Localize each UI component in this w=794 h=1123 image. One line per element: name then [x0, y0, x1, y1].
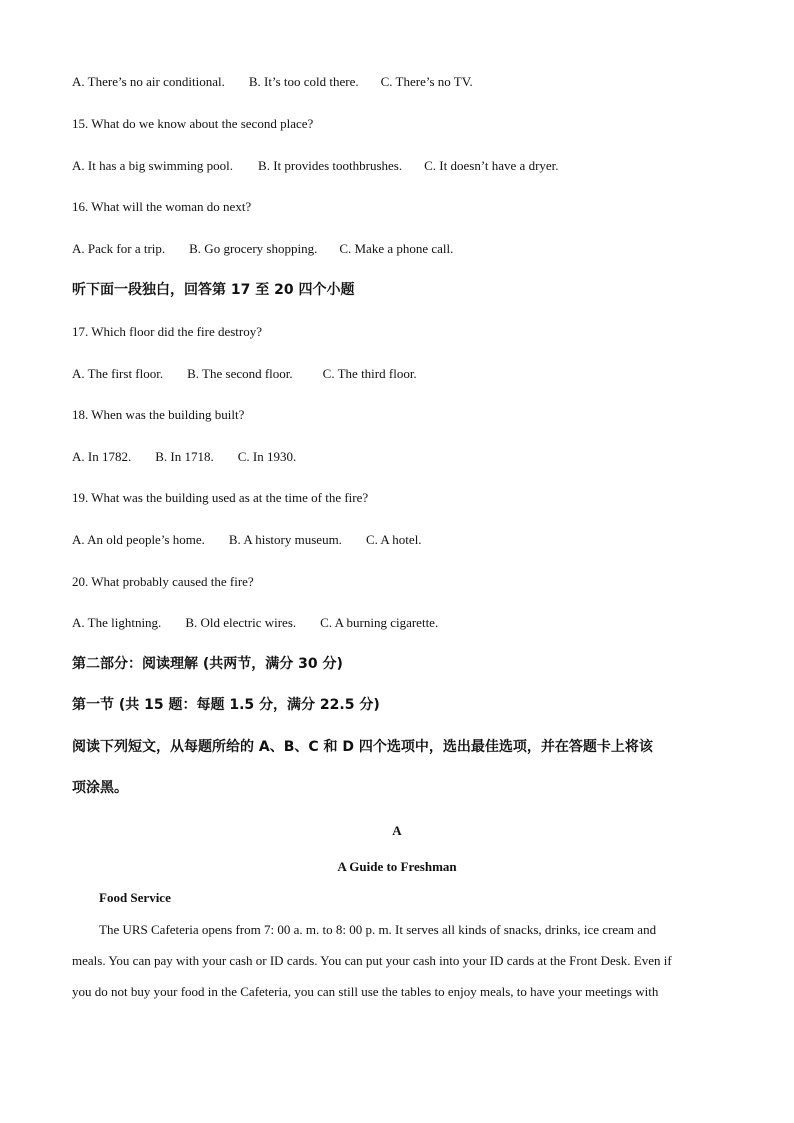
- part-title: 第二部分：阅读理解 (共两节，满分 30 分): [72, 656, 343, 672]
- option-a: A. An old people’s home.: [72, 532, 205, 547]
- q18-options: [72, 449, 296, 465]
- option-a: A. Pack for a trip.: [72, 241, 166, 256]
- option-c: C. Make a phone call.: [339, 241, 454, 256]
- option-c: C. It doesn’t have a dryer.: [424, 158, 559, 173]
- q15-options: [72, 158, 559, 174]
- q17-options: [72, 366, 417, 382]
- q16-options: [72, 241, 453, 257]
- option-b: B. It provides toothbrushes.: [258, 158, 403, 173]
- q20-options: [72, 615, 438, 631]
- option-b: B. The second floor.: [187, 366, 293, 381]
- option-c: C. A hotel.: [365, 532, 422, 547]
- option-b: B. It’s too cold there.: [248, 74, 359, 89]
- passage-subheading: Food Service: [99, 890, 171, 905]
- option-a: A. It has a big swimming pool.: [72, 158, 234, 173]
- q14-options: [72, 74, 473, 90]
- question-prompt: 16. What will the woman do next?: [72, 199, 252, 214]
- question-prompt: 18. When was the building built?: [72, 407, 245, 422]
- option-b: B. A history museum.: [228, 532, 342, 547]
- option-a: A. The first floor.: [72, 366, 164, 381]
- question-prompt: 15. What do we know about the second place?: [72, 116, 314, 131]
- passage-label: A: [392, 823, 402, 838]
- option-b: B. Go grocery shopping.: [189, 241, 318, 256]
- option-c: C. A burning cigarette.: [320, 615, 439, 630]
- passage-line: meals. You can pay with your cash or ID cards. You can put your cash into your ID cards at the Front Desk. Even if: [72, 953, 672, 968]
- passage-title: A Guide to Freshman: [337, 859, 457, 874]
- option-c: C. The third floor.: [322, 366, 417, 381]
- instructions-line-1: 阅读下列短文，从每题所给的 A、B、C 和 D 四个选项中，选出最佳选项，并在答题卡上将该: [72, 739, 653, 755]
- section-title: 第一节 (共 15 题：每题 1.5 分，满分 22.5 分): [72, 697, 380, 713]
- option-b: B. Old electric wires.: [185, 615, 297, 630]
- passage-line: The URS Cafeteria opens from 7: 00 a. m. to 8: 00 p. m. It serves all kinds of snacks, drinks, ice cream and: [99, 922, 657, 937]
- passage-line: you do not buy your food in the Cafeteria, you can still use the tables to enjoy meals, to have your meetings with: [72, 984, 659, 999]
- option-a: A. In 1782.: [72, 449, 132, 464]
- option-c: C. There’s no TV.: [380, 74, 473, 89]
- question-prompt: 17. Which floor did the fire destroy?: [72, 324, 263, 339]
- option-a: A. The lightning.: [72, 615, 162, 630]
- instructions-line-2: 项涂黑。: [72, 780, 128, 796]
- section-heading: 听下面一段独白，回答第 17 至 20 四个小题: [72, 282, 355, 298]
- question-prompt: 19. What was the building used as at the time of the fire?: [72, 490, 369, 505]
- question-prompt: 20. What probably caused the fire?: [72, 574, 254, 589]
- option-c: C. In 1930.: [237, 449, 297, 464]
- option-a: A. There’s no air conditional.: [72, 74, 225, 89]
- q19-options: [72, 532, 422, 548]
- option-b: B. In 1718.: [155, 449, 214, 464]
